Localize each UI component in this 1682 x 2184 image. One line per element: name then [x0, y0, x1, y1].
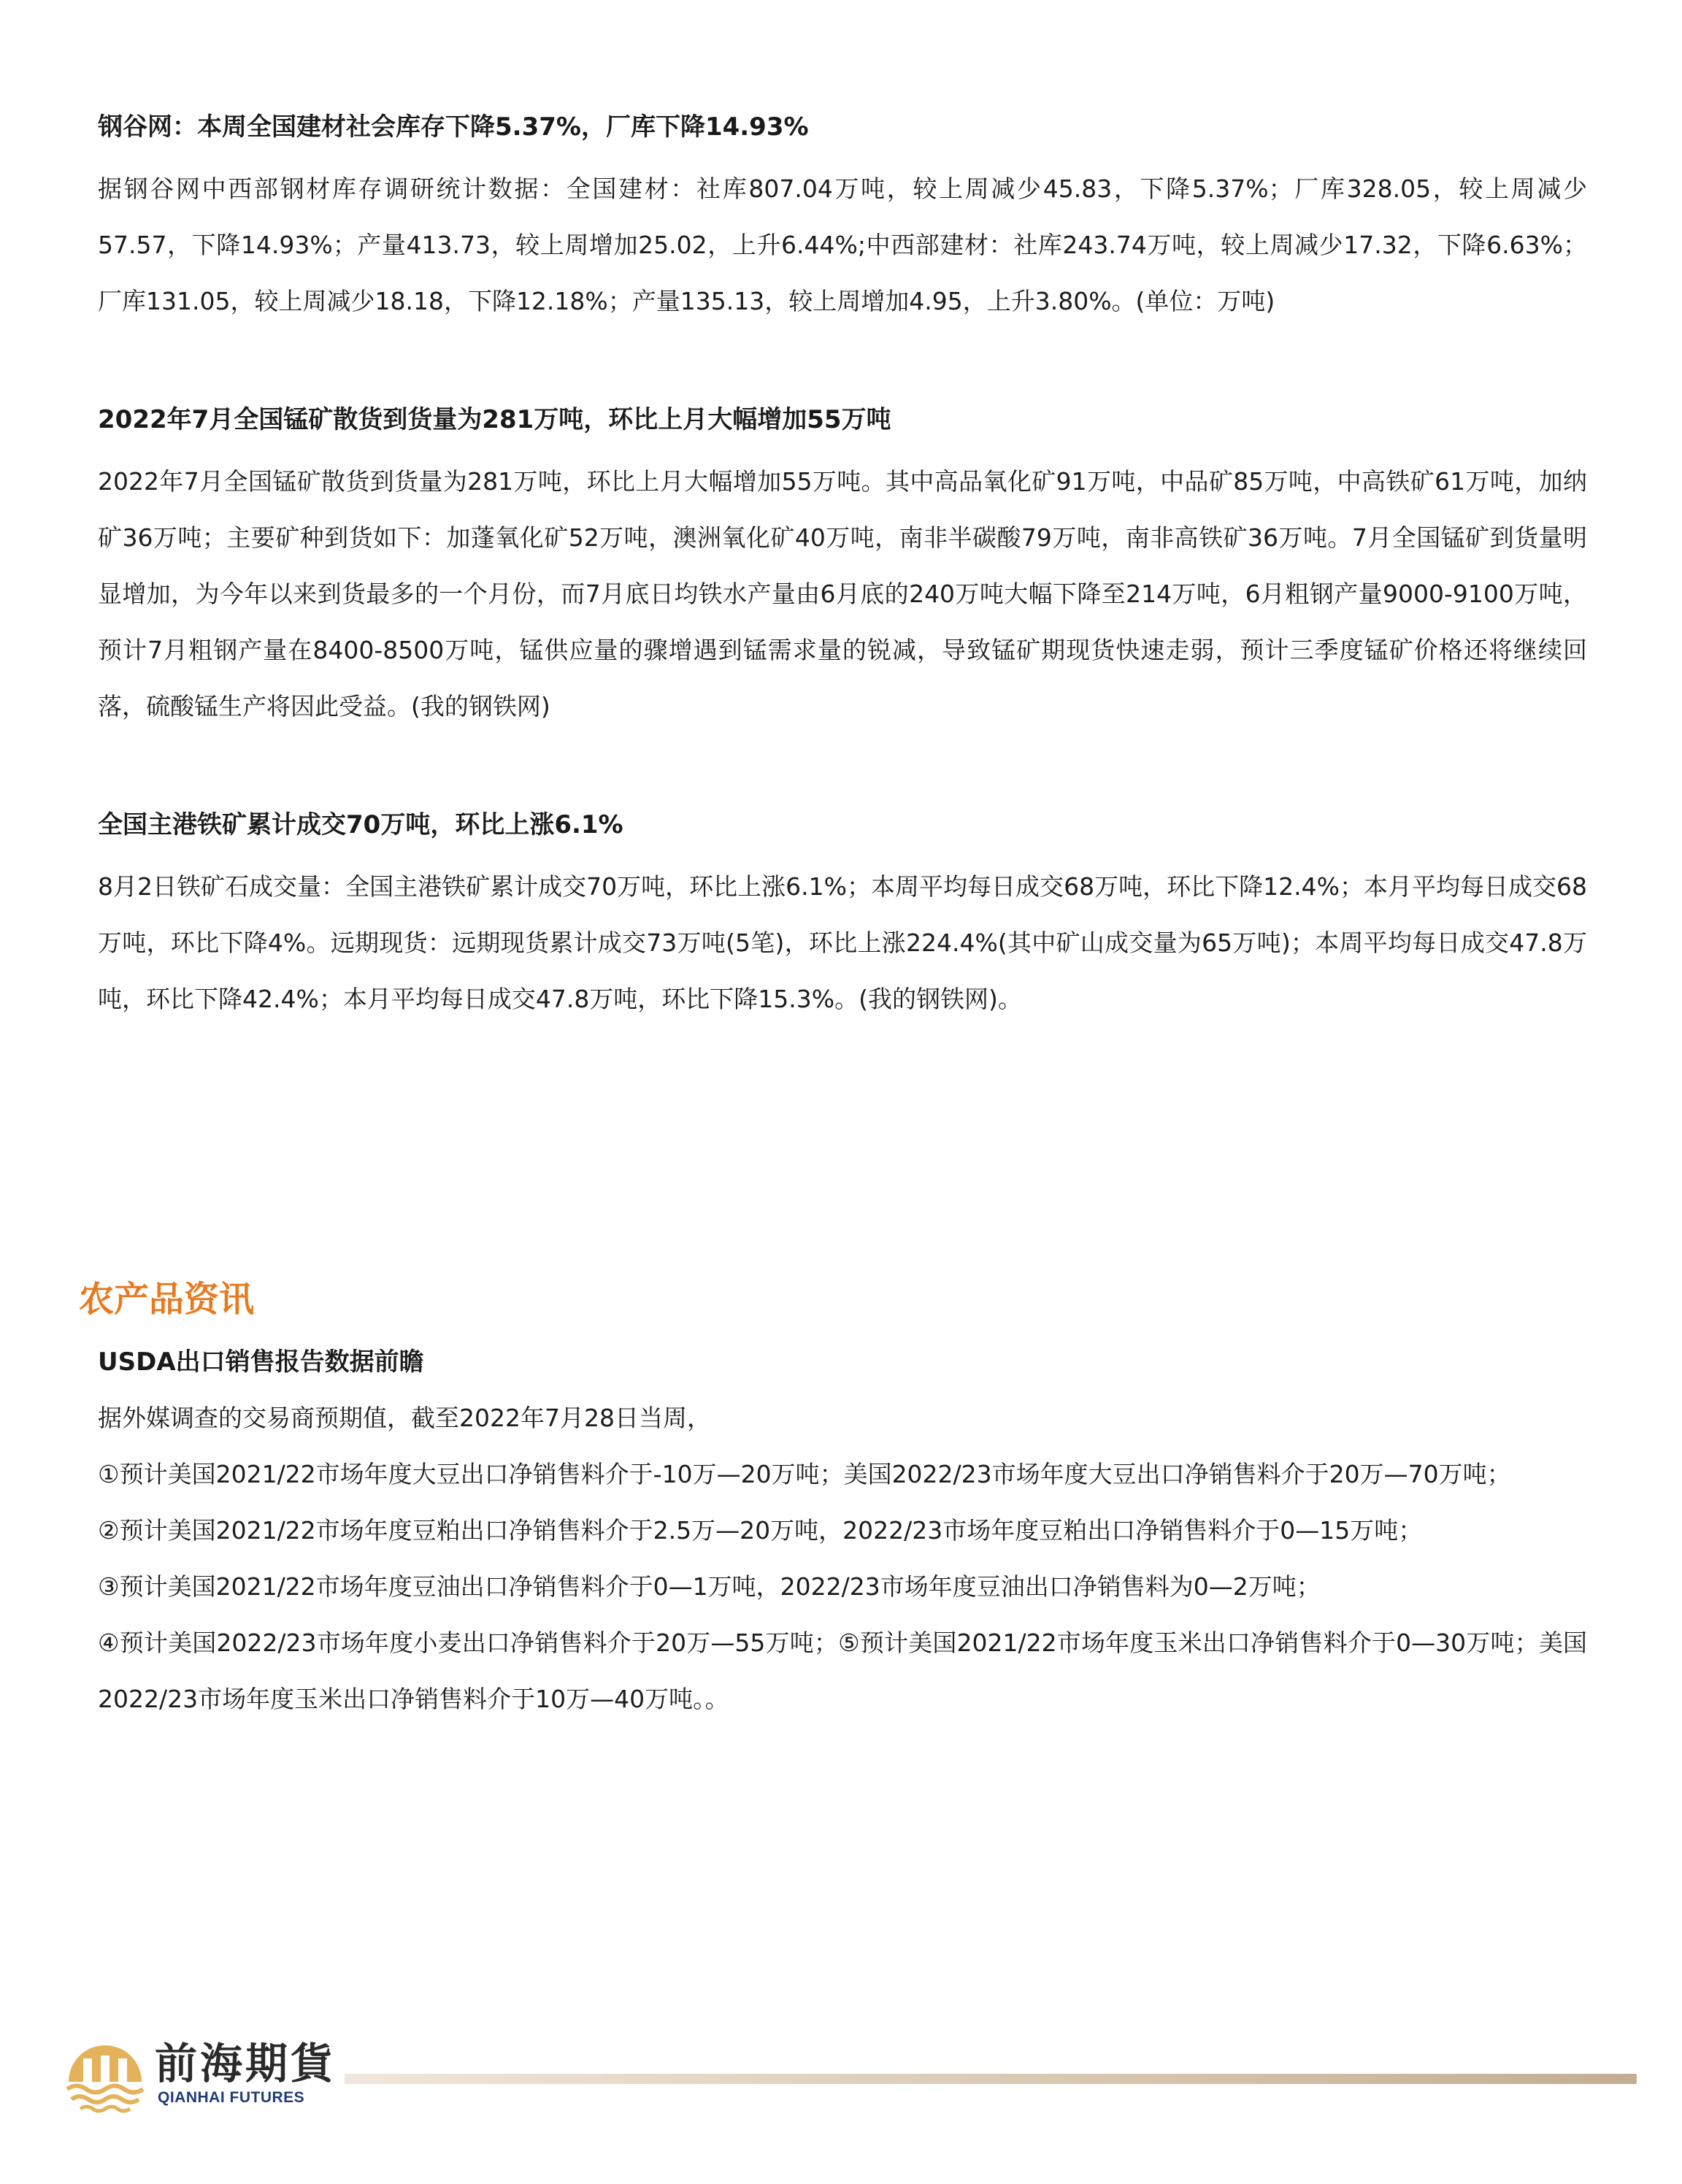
news-line: ①预计美国2021/22市场年度大豆出口净销售料介于-10万—20万吨；美国2022/23市场年度大豆出口净销售料介于20万—70万吨； [98, 1460, 1511, 1488]
news-body: 8月2日铁矿石成交量：全国主港铁矿累计成交70万吨，环比上涨6.1%；本周平均每日成交68万吨，环比下降12.4%；本月平均每日成交68万吨，环比下降4%。远期现货：远期现货累计成交73万吨(5笔)，环比上涨224.4%(其中矿山成交量为65万吨)；本周平均每日成交47.8万吨，环比下降42.4%；本月平均每日成交47.8万吨，环比下降15.3%。(我的钢铁网)。 [98, 872, 1587, 1013]
news-line: ③预计美国2021/22市场年度豆油出口净销售料介于0—1万吨，2022/23市场年度豆油出口净销售料为0—2万吨； [98, 1572, 1321, 1601]
news-item-manganese-ore [98, 399, 1587, 734]
news-body: 2022年7月全国锰矿散货到货量为281万吨，环比上月大幅增加55万吨。其中高品氧化矿91万吨，中品矿85万吨，中高铁矿61万吨，加纳矿36万吨；主要矿种到货如下：加蓬氧化矿52万吨，澳洲氧化矿40万吨，南非半碳酸79万吨，南非高铁矿36万吨。7月全国锰矿到货量明显增加，为今年以来到货最多的一个月份，而7月底日均铁水产量由6月底的240万吨大幅下降至214万吨，6月粗钢产量9000-9100万吨，预计7月粗钢产量在8400-8500万吨，锰供应量的骤增遇到锰需求量的锐减，导致锰矿期现货快速走弱，预计三季度锰矿价格还将继续回落，硫酸锰生产将因此受益。(我的钢铁网) [98, 467, 1587, 720]
category-heading-agri: 农产品资讯 [79, 1279, 255, 1320]
news-line: ④预计美国2022/23市场年度小麦出口净销售料介于20万—55万吨；⑤预计美国2021/22市场年度玉米出口净销售料介于0—30万吨；美国2022/23市场年度玉米出口净销售料介于10万—40万吨。。 [98, 1629, 1587, 1713]
main-content [98, 107, 1587, 1097]
news-headline: USDA出口销售报告数据前瞻 [98, 1347, 424, 1377]
news-headline: 全国主港铁矿累计成交70万吨，环比上涨6.1% [98, 810, 623, 839]
logo-text-en: QIANHAI FUTURES [158, 2089, 305, 2106]
news-headline: 2022年7月全国锰矿散货到货量为281万吨，环比上月大幅增加55万吨 [98, 405, 891, 434]
news-item-usda [98, 1342, 1587, 1727]
news-body: 据钢谷网中西部钢材库存调研统计数据：全国建材：社库807.04万吨，较上周减少45.83，下降5.37%；厂库328.05，较上周减少57.57，下降14.93%；产量413.73，较上周增加25.02，上升6.44%;中西部建材：社库243.74万吨，较上周减少17.32，下降6.63%；厂库131.05，较上周减少18.18，下降12.18%；产量135.13，较上周增加4.95，上升3.80%。(单位：万吨) [98, 174, 1587, 315]
news-line: 据外媒调查的交易商预期值，截至2022年7月28日当周， [98, 1404, 711, 1432]
footer-divider [345, 2074, 1637, 2084]
logo-text-cn: 前海期貨 [155, 2039, 337, 2088]
news-item-steel-inventory [98, 107, 1587, 329]
news-line: ②预计美国2021/22市场年度豆粕出口净销售料介于2.5万—20万吨，2022/23市场年度豆粕出口净销售料介于0—15万吨； [98, 1516, 1423, 1545]
page-footer [61, 2037, 1594, 2117]
news-item-iron-ore [98, 804, 1587, 1027]
news-headline: 钢谷网：本周全国建材社会库存下降5.37%，厂库下降14.93% [98, 112, 809, 142]
qianhai-logo-icon [61, 2037, 149, 2117]
